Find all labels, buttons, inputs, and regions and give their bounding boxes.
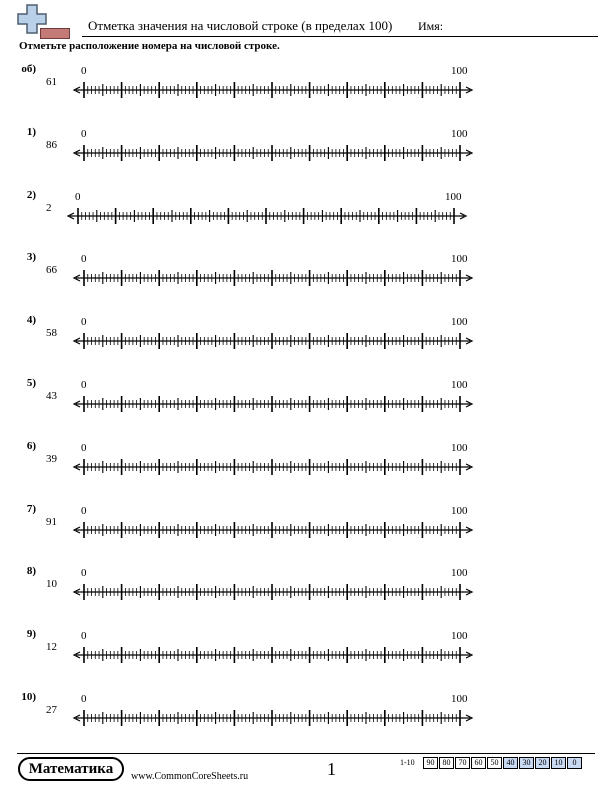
problem-number: 2) bbox=[26, 188, 36, 201]
number-line[interactable] bbox=[0, 387, 612, 427]
start-label: 0 bbox=[81, 504, 87, 517]
start-label: 0 bbox=[75, 190, 81, 203]
problem-row bbox=[0, 63, 612, 125]
score-cell: 0 bbox=[567, 757, 582, 769]
target-value: 2 bbox=[46, 201, 52, 214]
target-value: 43 bbox=[46, 390, 57, 402]
problem-number: 10) bbox=[21, 691, 36, 703]
problem-row bbox=[0, 440, 612, 502]
target-value: 58 bbox=[46, 327, 57, 340]
problem-row bbox=[0, 126, 612, 188]
problem-number: 1) bbox=[26, 125, 36, 138]
problem-number: 5) bbox=[26, 377, 36, 389]
score-cell: 80 bbox=[439, 757, 454, 769]
start-label: 0 bbox=[81, 127, 87, 140]
score-cell: 10 bbox=[551, 757, 566, 769]
target-value: 12 bbox=[46, 641, 57, 654]
problem-number: 8) bbox=[26, 565, 36, 578]
start-label: 0 bbox=[81, 567, 87, 580]
problem-number: 9) bbox=[26, 628, 36, 641]
problem-row bbox=[0, 691, 612, 753]
target-value: 86 bbox=[46, 138, 57, 151]
start-label: 0 bbox=[81, 316, 87, 329]
end-label: 100 bbox=[451, 567, 468, 580]
score-cell: 70 bbox=[455, 757, 470, 769]
number-line[interactable] bbox=[0, 450, 612, 490]
end-label: 100 bbox=[451, 630, 468, 643]
score-cell: 90 bbox=[423, 757, 438, 769]
page-title: Отметка значения на числовой строке (в пределах 100) bbox=[88, 18, 393, 33]
start-label: 0 bbox=[81, 630, 87, 643]
problem-row bbox=[0, 251, 612, 313]
footer-divider bbox=[17, 753, 595, 754]
number-line[interactable] bbox=[0, 73, 612, 113]
number-line[interactable] bbox=[0, 701, 612, 741]
problem-row bbox=[0, 565, 612, 627]
end-label: 100 bbox=[445, 190, 462, 203]
number-line[interactable] bbox=[0, 199, 612, 239]
problem-row bbox=[0, 314, 612, 376]
problem-number: 6) bbox=[26, 439, 36, 452]
end-label: 100 bbox=[451, 127, 468, 140]
end-label: 100 bbox=[451, 504, 468, 517]
problem-number: 4) bbox=[26, 314, 36, 327]
start-label: 0 bbox=[81, 65, 87, 77]
start-label: 0 bbox=[81, 379, 87, 391]
page-number: 1 bbox=[327, 759, 336, 779]
target-value: 39 bbox=[46, 452, 57, 465]
target-value: 10 bbox=[46, 578, 57, 591]
score-range-label: 1-10 bbox=[400, 758, 415, 767]
number-line[interactable] bbox=[0, 575, 612, 615]
name-label: Имя: bbox=[418, 19, 444, 33]
problem-number: об) bbox=[21, 63, 36, 75]
number-line[interactable] bbox=[0, 513, 612, 553]
score-cell: 30 bbox=[519, 757, 534, 769]
subject-badge: Математика bbox=[18, 757, 124, 781]
problem-number: 3) bbox=[26, 251, 36, 264]
score-cell: 40 bbox=[503, 757, 518, 769]
start-label: 0 bbox=[81, 441, 87, 454]
start-label: 0 bbox=[81, 253, 87, 266]
number-line[interactable] bbox=[0, 136, 612, 176]
score-cell: 50 bbox=[487, 757, 502, 769]
target-value: 27 bbox=[46, 704, 57, 716]
number-line[interactable] bbox=[0, 261, 612, 301]
score-cell: 20 bbox=[535, 757, 550, 769]
target-value: 91 bbox=[46, 515, 57, 528]
logo-bar bbox=[40, 28, 70, 39]
site-link[interactable]: www.CommonCoreSheets.ru bbox=[131, 771, 249, 782]
header-divider bbox=[82, 36, 598, 37]
problem-number: 7) bbox=[26, 502, 36, 515]
instructions: Отметьте расположение номера на числовой строке. bbox=[19, 40, 280, 52]
end-label: 100 bbox=[451, 253, 468, 266]
target-value: 61 bbox=[46, 76, 57, 88]
problem-row bbox=[0, 628, 612, 690]
number-line[interactable] bbox=[0, 324, 612, 364]
end-label: 100 bbox=[451, 693, 468, 705]
score-cell: 60 bbox=[471, 757, 486, 769]
end-label: 100 bbox=[451, 65, 468, 77]
end-label: 100 bbox=[451, 316, 468, 329]
end-label: 100 bbox=[451, 379, 468, 391]
end-label: 100 bbox=[451, 441, 468, 454]
problem-row bbox=[0, 189, 612, 251]
problem-row bbox=[0, 503, 612, 565]
target-value: 66 bbox=[46, 264, 57, 277]
start-label: 0 bbox=[81, 693, 87, 705]
number-line[interactable] bbox=[0, 638, 612, 678]
problem-row bbox=[0, 377, 612, 439]
